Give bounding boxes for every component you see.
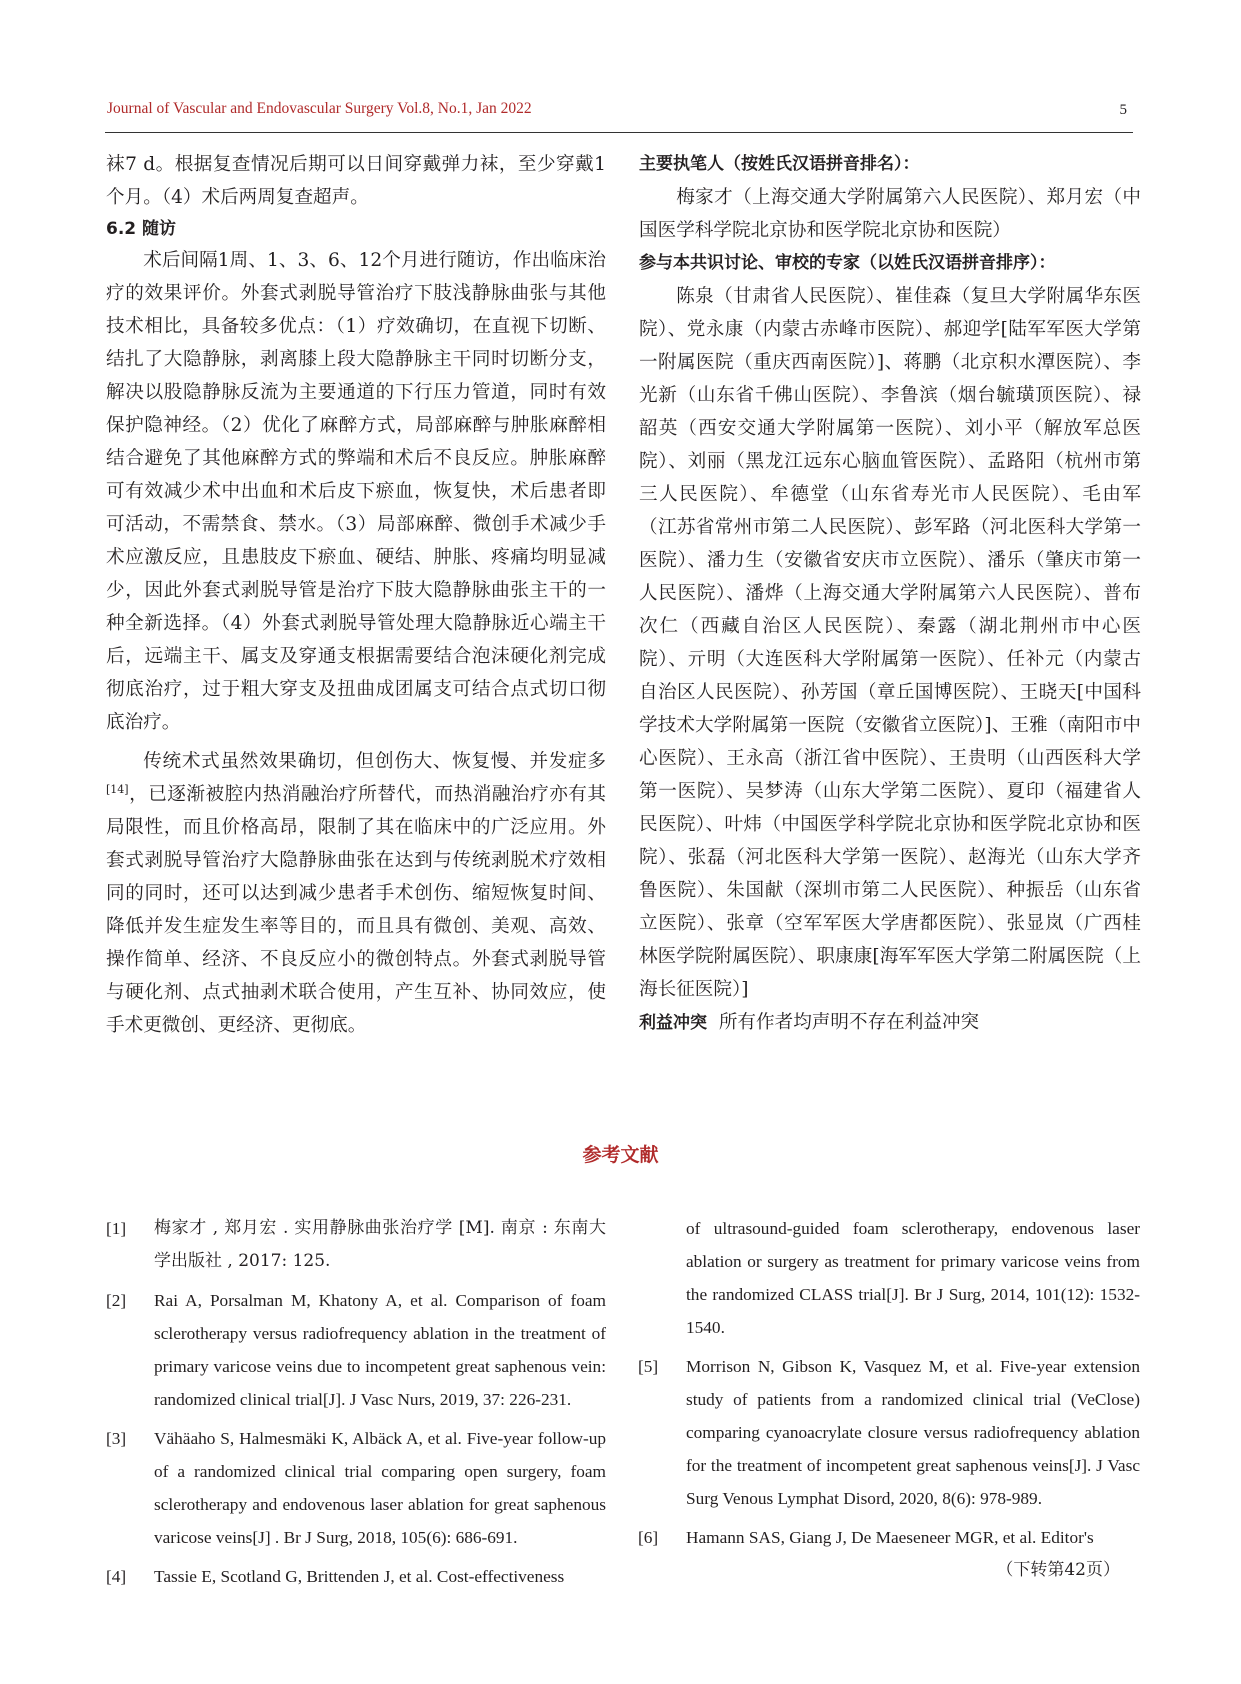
reference-text: Rai A, Porsalman M, Khatony A, et al. Comparison of foam sclerotherapy versus radiofrequency ablation in the treatment of primary varicose veins due to incompetent great saphenous vein: randomized clinical trial[J]. J Vasc Nurs, 2019, 37: 226-231. xyxy=(154,1291,606,1409)
reference-text: Vähäaho S, Halmesmäki K, Albäck A, et al. Five-year follow-up of a randomized clinical trial comparing open surgery, foam sclerotherapy and endovenous laser ablation for great saphenous varicose veins[J] . Br J Surg, 2018, 105(6): 686-691. xyxy=(154,1429,606,1547)
paragraph-text-b: ，已逐渐被腔内热消融治疗所替代，而热消融治疗亦有其局限性，而且价格高昂，限制了其在临床中的广泛应用。外套式剥脱导管治疗大隐静脉曲张在达到与传统剥脱术疗效相同的同时，还可以达到减少患者手术创伤、缩短恢复时间、降低并发生症发生率等目的，而且具有微创、美观、高效、操作简单、经济、不良反应小的微创特点。外套式剥脱导管与硬化剂、点式抽剥术联合使用，产生互补、协同效应，使手术更微创、更经济、更彻底。 xyxy=(106,784,606,1036)
reference-item xyxy=(638,1350,1140,1515)
authors-heading: 主要执笔人（按姓氏汉语拼音排名）： xyxy=(639,154,920,174)
reference-item xyxy=(106,1560,606,1593)
journal-title: Journal of Vascular and Endovascular Surgery Vol.8, No.1, Jan 2022 xyxy=(107,100,532,117)
coi-text: 所有作者均声明不存在利益冲突 xyxy=(718,1012,980,1033)
page-number: 5 xyxy=(1119,102,1127,118)
paragraph-follow-up: 术后间隔1周、1、3、6、12个月进行随访，作出临床治疗的效果评价。外套式剥脱导管治疗下肢浅静脉曲张与其他技术相比，具备较多优点：（1）疗效确切，在直视下切断、结扎了大隐静脉，剥离膝上段大隐静脉主干同时切断分支，解决以股隐静脉反流为主要通道的下行压力管道，同时有效保护隐神经。（2）优化了麻醉方式，局部麻醉与肿胀麻醉相结合避免了其他麻醉方式的弊端和术后不良反应。肿胀麻醉可有效减少术中出血和术后皮下瘀血，恢复快，术后患者即可活动，不需禁食、禁水。（3）局部麻醉、微创手术减少手术应激反应，且患肢皮下瘀血、硬结、肿胀、疼痛均明显减少，因此外套式剥脱导管是治疗下肢大隐静脉曲张主干的一种全新选择。（4）外套式剥脱导管处理大隐静脉近心端主干后，远端主干、属支及穿通支根据需要结合泡沫硬化剂完成彻底治疗，过于粗大穿支及扭曲成团属支可结合点式切口彻底治疗。 xyxy=(106,250,606,733)
running-header xyxy=(105,98,1133,133)
citation-superscript: [14] xyxy=(106,782,129,796)
reference-number: [2] xyxy=(106,1291,127,1310)
conflict-of-interest xyxy=(639,1006,1141,1040)
section-title: 6.2 随访 xyxy=(106,219,177,239)
references-title: 参考文献 xyxy=(582,1144,659,1166)
paragraph-traditional xyxy=(106,745,606,1042)
right-column xyxy=(639,148,1141,1040)
reference-number: [1] xyxy=(106,1219,127,1238)
reference-text: 梅家才 , 郑月宏 . 实用静脉曲张治疗学 [M]. 南京 : 东南大学出版社 , 2017: 125. xyxy=(154,1218,606,1271)
left-column xyxy=(106,148,606,1042)
continued-note: （下转第42页） xyxy=(996,1560,1120,1580)
reference-continued-text: of ultrasound-guided foam sclerotherapy, endovenous laser ablation or surgery as treatment for primary varicose veins from the randomized CLASS trial[J]. Br J Surg, 2014, 101(12): 1532-1540. xyxy=(686,1219,1140,1337)
authors-list: 梅家才（上海交通大学附属第六人民医院）、郑月宏（中国医学科学院北京协和医学院北京协和医院） xyxy=(639,187,1141,241)
reference-number: [5] xyxy=(638,1357,659,1376)
reference-item xyxy=(106,1284,606,1416)
reference-number: [3] xyxy=(106,1429,127,1448)
references-left xyxy=(106,1212,606,1599)
experts-list: 陈泉（甘肃省人民医院）、崔佳森（复旦大学附属华东医院）、党永康（内蒙古赤峰市医院）、郝迎学[陆军军医大学第一附属医院（重庆西南医院）]、蒋鹏（北京积水潭医院）、李光新（山东省千佛山医院）、李鲁滨（烟台毓璜顶医院）、禄韶英（西安交通大学附属第一医院）、刘小平（解放军总医院）、刘丽（黑龙江远东心脑血管医院）、孟路阳（杭州市第三人民医院）、牟德堂（山东省寿光市人民医院）、毛由军（江苏省常州市第二人民医院）、彭军路（河北医科大学第一医院）、潘力生（安徽省安庆市立医院）、潘乐（肇庆市第一人民医院）、潘烨（上海交通大学附属第六人民医院）、普布次仁（西藏自治区人民医院）、秦露（湖北荆州市中心医院）、亓明（大连医科大学附属第一医院）、任补元（内蒙古自治区人民医院）、孙芳国（章丘国博医院）、王晓天[中国科学技术大学附属第一医院（安徽省立医院）]、王雅（南阳市中心医院）、王永高（浙江省中医院）、王贵明（山西医科大学第一医院）、吴梦涛（山东大学第二医院）、夏印（福建省人民医院）、叶炜（中国医学科学院北京协和医学院北京协和医院）、张磊（河北医科大学第一医院）、赵海光（山东大学齐鲁医院）、朱国献（深圳市第二人民医院）、种振岳（山东省立医院）、张章（空军军医大学唐都医院）、张显岚（广西桂林医学院附属医院）、职康康[海军军医大学第二附属医院（上海长征医院）] xyxy=(639,286,1141,1000)
reference-number: [4] xyxy=(106,1567,127,1586)
paragraph-text-a: 传统术式虽然效果确切，但创伤大、恢复慢、并发症多 xyxy=(143,751,606,772)
reference-item xyxy=(638,1521,1140,1554)
references-right xyxy=(638,1212,1140,1587)
reference-number: [6] xyxy=(638,1528,659,1547)
coi-label: 利益冲突 xyxy=(639,1013,707,1033)
paragraph-continued: 袜7 d。根据复查情况后期可以日间穿戴弹力袜，至少穿戴1个月。（4）术后两周复查超声。 xyxy=(106,154,606,208)
reference-text: Hamann SAS, Giang J, De Maeseneer MGR, et al. Editor's xyxy=(686,1528,1094,1547)
reference-text: Morrison N, Gibson K, Vasquez M, et al. Five-year extension study of patients from a randomized clinical trial (VeClose) comparing cyanoacrylate closure versus radiofrequency ablation for the treatment of incompetent great saphenous veins[J]. J Vasc Surg Venous Lymphat Disord, 2020, 8(6): 978-989. xyxy=(686,1357,1140,1508)
reference-item xyxy=(106,1422,606,1554)
reference-item xyxy=(106,1212,606,1278)
reference-text: Tassie E, Scotland G, Brittenden J, et al. Cost-effectiveness xyxy=(154,1567,565,1586)
experts-heading: 参与本共识讨论、审校的专家（以姓氏汉语拼音排序）： xyxy=(639,253,1056,273)
